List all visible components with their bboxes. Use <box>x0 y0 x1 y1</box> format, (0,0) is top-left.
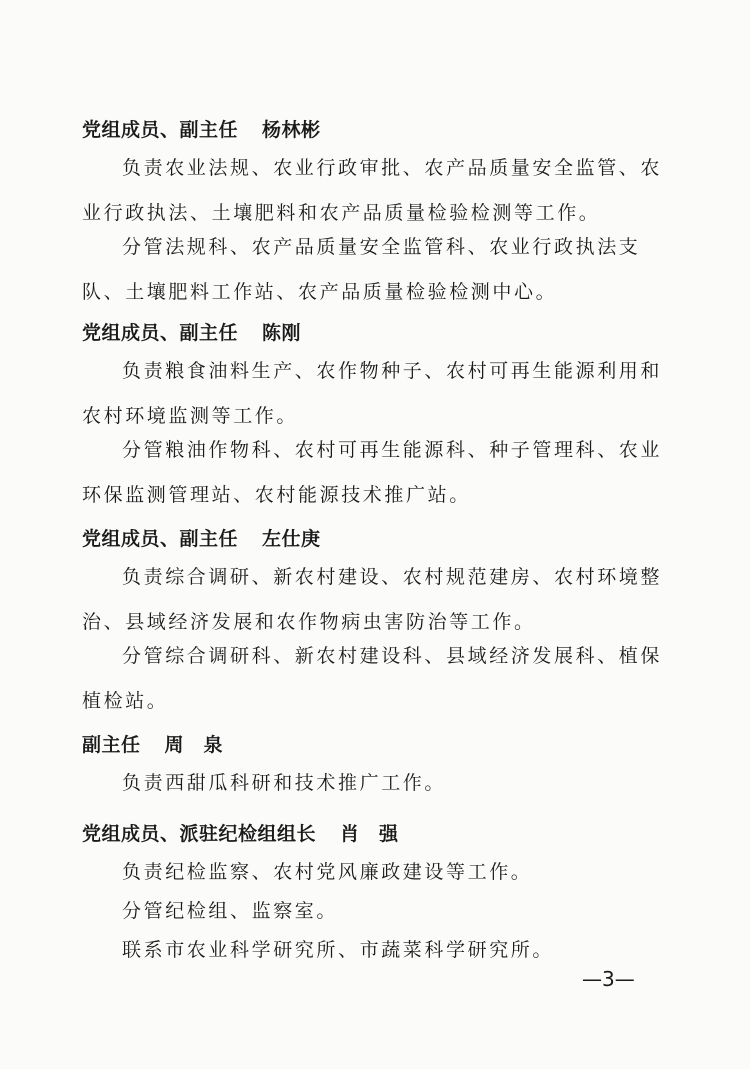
position-title: 党组成员、派驻纪检组组长 <box>82 823 317 845</box>
person-name: 陈刚 <box>262 322 302 344</box>
position-title: 党组成员、副主任 <box>82 322 239 344</box>
page-number: —3— <box>582 967 635 991</box>
duty-paragraph: 负责纪检监察、农村党风廉政建设等工作。 <box>122 861 533 883</box>
supervision-paragraph: 分管粮油作物科、农村可再生能源科、种子管理科、农业环保监测管理站、农村能源技术推广站。 <box>82 439 663 506</box>
duty-paragraph: 负责农业法规、农业行政审批、农产品质量安全监管、农业行政执法、土壤肥料和农产品质量检验检测等工作。 <box>82 157 663 224</box>
person-name: 杨林彬 <box>262 119 321 141</box>
section-heading-3 <box>82 527 321 551</box>
supervision-paragraph: 分管法规科、农产品质量安全监管科、农业行政执法支队、土壤肥料工作站、农产品质量检验检测中心。 <box>82 236 641 303</box>
position-title: 党组成员、副主任 <box>82 528 239 550</box>
duty-paragraph: 负责综合调研、新农村建设、农村规范建房、农村环境整治、县域经济发展和农作物病虫害防治等工作。 <box>82 566 663 633</box>
supervision-paragraph: 分管综合调研科、新农村建设科、县域经济发展科、植保植检站。 <box>82 645 663 712</box>
supervision-paragraph: 分管纪检组、监察室。 <box>122 900 339 922</box>
section-heading-5 <box>82 822 399 846</box>
person-name: 周 泉 <box>164 734 224 756</box>
duty-paragraph: 负责西甜瓜科研和技术推广工作。 <box>122 772 447 794</box>
section-heading-2 <box>82 321 301 345</box>
section-heading-1 <box>82 118 321 142</box>
person-name: 肖 强 <box>340 823 399 845</box>
person-name: 左仕庚 <box>262 528 321 550</box>
position-title: 党组成员、副主任 <box>82 119 239 141</box>
duty-paragraph: 负责粮食油料生产、农作物种子、农村可再生能源利用和农村环境监测等工作。 <box>82 360 663 427</box>
liaison-paragraph: 联系市农业科学研究所、市蔬菜科学研究所。 <box>122 939 555 961</box>
section-heading-4 <box>82 733 223 757</box>
position-title: 副主任 <box>82 734 141 756</box>
